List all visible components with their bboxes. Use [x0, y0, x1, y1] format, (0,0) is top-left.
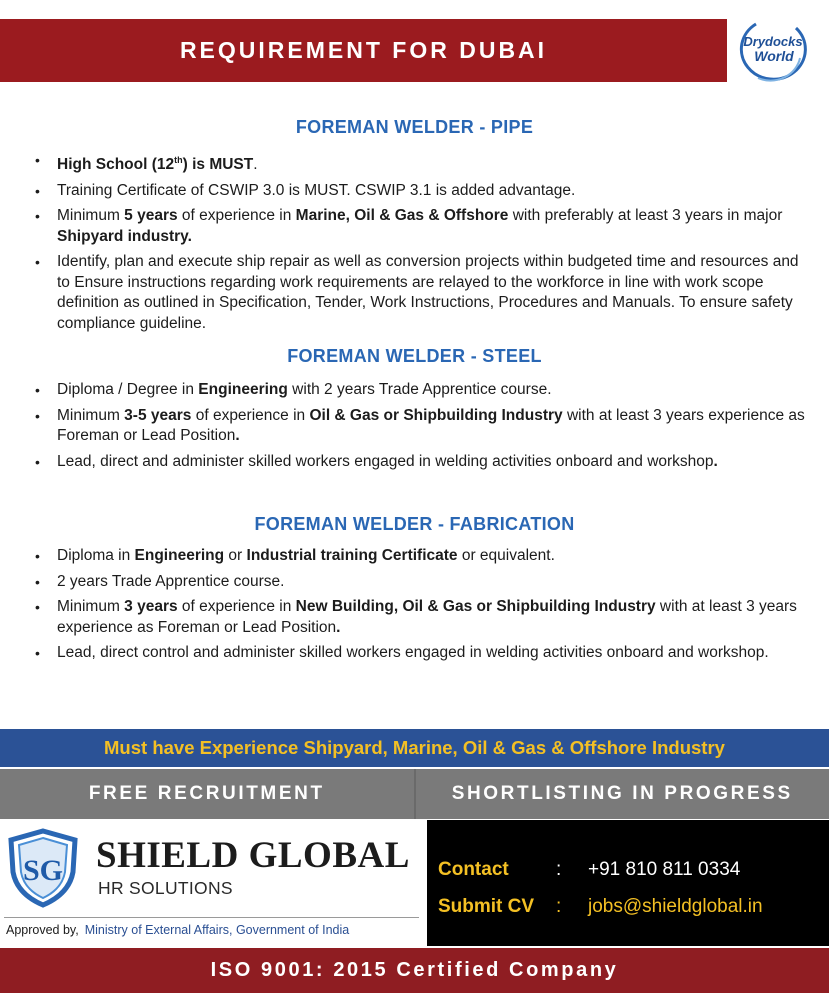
bullet-item	[0, 546, 829, 567]
bullet-text: Oil & Gas or Shipbuilding Industry	[309, 406, 563, 424]
experience-text: Must have Experience Shipyard, Marine, Oil & Gas & Offshore Industry	[104, 737, 725, 758]
approving-authority: Ministry of External Affairs, Government of India	[84, 923, 350, 937]
shortlisting-label: SHORTLISTING IN PROGRESS	[451, 783, 793, 804]
bullet-item	[0, 572, 829, 593]
section-title: FOREMAN WELDER - STEEL	[287, 346, 542, 366]
bullet-text: .	[235, 427, 240, 444]
bullet-text: with preferably at least 3 years in major	[508, 207, 783, 225]
section-fabrication	[0, 514, 829, 664]
shield-icon	[7, 828, 79, 908]
separator: :	[556, 896, 562, 917]
contact-box	[427, 820, 829, 946]
bullet-text: New Building, Oil & Gas or Shipbuilding Industry	[295, 598, 656, 615]
bullet-item	[0, 643, 829, 664]
bullet-text: Minimum	[57, 207, 125, 225]
section-steel	[0, 346, 829, 472]
bullet-text: Engineering	[134, 547, 225, 564]
bullet-text: 3 years	[124, 598, 178, 615]
bullet-item	[0, 150, 829, 176]
section-title: FOREMAN WELDER - PIPE	[295, 117, 534, 137]
drydocks-world-logo	[738, 18, 808, 84]
bullet-text: of experience in	[177, 598, 296, 615]
bullet-text: Lead, direct and administer skilled workers engaged in welding activities onboard and workshop	[57, 452, 714, 470]
bullet-text: .	[253, 156, 258, 174]
company-logo-box	[0, 820, 427, 946]
email-link[interactable]: jobs@shieldglobal.in	[588, 896, 763, 917]
header-banner	[0, 19, 727, 82]
bullet-text: Diploma / Degree in	[57, 381, 199, 398]
bullet-text: of experience in	[191, 406, 310, 424]
bullet-item	[0, 181, 829, 202]
submit-cv-label: Submit CV	[438, 896, 535, 917]
emblem-text: SG	[22, 854, 64, 887]
bullet-text: Training Certificate of CSWIP 3.0 is MUST. CSWIP 3.1 is added advantage.	[57, 181, 576, 199]
bullet-text: Diploma in	[57, 547, 135, 564]
bullet-item	[0, 406, 829, 447]
bullet-text: 3-5 years	[124, 406, 192, 424]
experience-banner	[0, 729, 829, 767]
approved-label: Approved by,	[6, 923, 79, 937]
bullet-item	[0, 206, 829, 247]
footer-banner	[0, 948, 829, 993]
bullet-text: Marine, Oil & Gas & Offshore	[295, 207, 509, 225]
bullet-list	[0, 150, 829, 334]
separator: :	[556, 859, 562, 880]
bullet-text: .	[713, 452, 718, 470]
bullet-text: Lead, direct control and administer skilled workers engaged in welding activities onboard and workshop.	[57, 644, 769, 661]
bullet-text: or	[224, 547, 247, 564]
bullet-text: th	[174, 155, 183, 165]
logo-text-line2: World	[754, 48, 794, 64]
bullet-text: or equivalent.	[457, 547, 555, 564]
approval-line	[6, 923, 349, 937]
company-name: SHIELD GLOBAL	[96, 835, 410, 876]
bullet-text: Industrial training Certificate	[246, 547, 458, 564]
bullet-item	[0, 452, 829, 473]
bullet-text: 2 years Trade Apprentice course.	[57, 572, 285, 590]
bullet-item	[0, 597, 829, 638]
logo-text-line1: Drydocks	[743, 34, 803, 49]
page-title: REQUIREMENT FOR DUBAI	[179, 37, 548, 63]
section-title: FOREMAN WELDER - FABRICATION	[254, 514, 575, 534]
bullet-text: High School (12	[57, 156, 175, 174]
section-pipe	[0, 117, 829, 334]
bullet-item	[0, 380, 829, 401]
bullet-text: of experience in	[177, 207, 296, 225]
bullet-text: Engineering	[198, 381, 288, 398]
recruitment-band	[0, 769, 829, 819]
bullet-text: with at least 3 years experience as Foreman or Lead Position	[57, 598, 797, 636]
company-subtitle: HR SOLUTIONS	[98, 878, 233, 898]
bullet-text: 5 years	[124, 207, 178, 225]
bullet-text: Identify, plan and execute ship repair as well as conversion projects within budgeted time and resources and to Ensure instructions regarding work requirements are relayed to the workforce in line with work scope definition as outlined in Specification, Tender, Work Instructions, Procedures and Manuals. To ensure safety compliance guideline.	[57, 253, 799, 332]
bullet-text: with at least 3 years experience as Foreman or Lead Position	[57, 406, 805, 444]
bullet-text: Minimum	[57, 598, 125, 615]
bullet-item	[0, 252, 829, 334]
free-recruitment-label: FREE RECRUITMENT	[0, 769, 416, 819]
bullet-text: ) is MUST	[182, 156, 254, 174]
certification-text: ISO 9001: 2015 Certified Company	[210, 959, 619, 981]
phone-number[interactable]: +91 810 811 0334	[588, 859, 741, 880]
bullet-text: Shipyard industry.	[57, 227, 192, 245]
bullet-text: Minimum	[57, 406, 125, 424]
bullet-list	[0, 380, 829, 472]
bullet-text: .	[336, 618, 341, 636]
bullet-text: with 2 years Trade Apprentice course.	[287, 381, 552, 398]
bullet-list	[0, 546, 829, 664]
divider	[4, 917, 419, 918]
contact-label: Contact	[438, 859, 509, 880]
